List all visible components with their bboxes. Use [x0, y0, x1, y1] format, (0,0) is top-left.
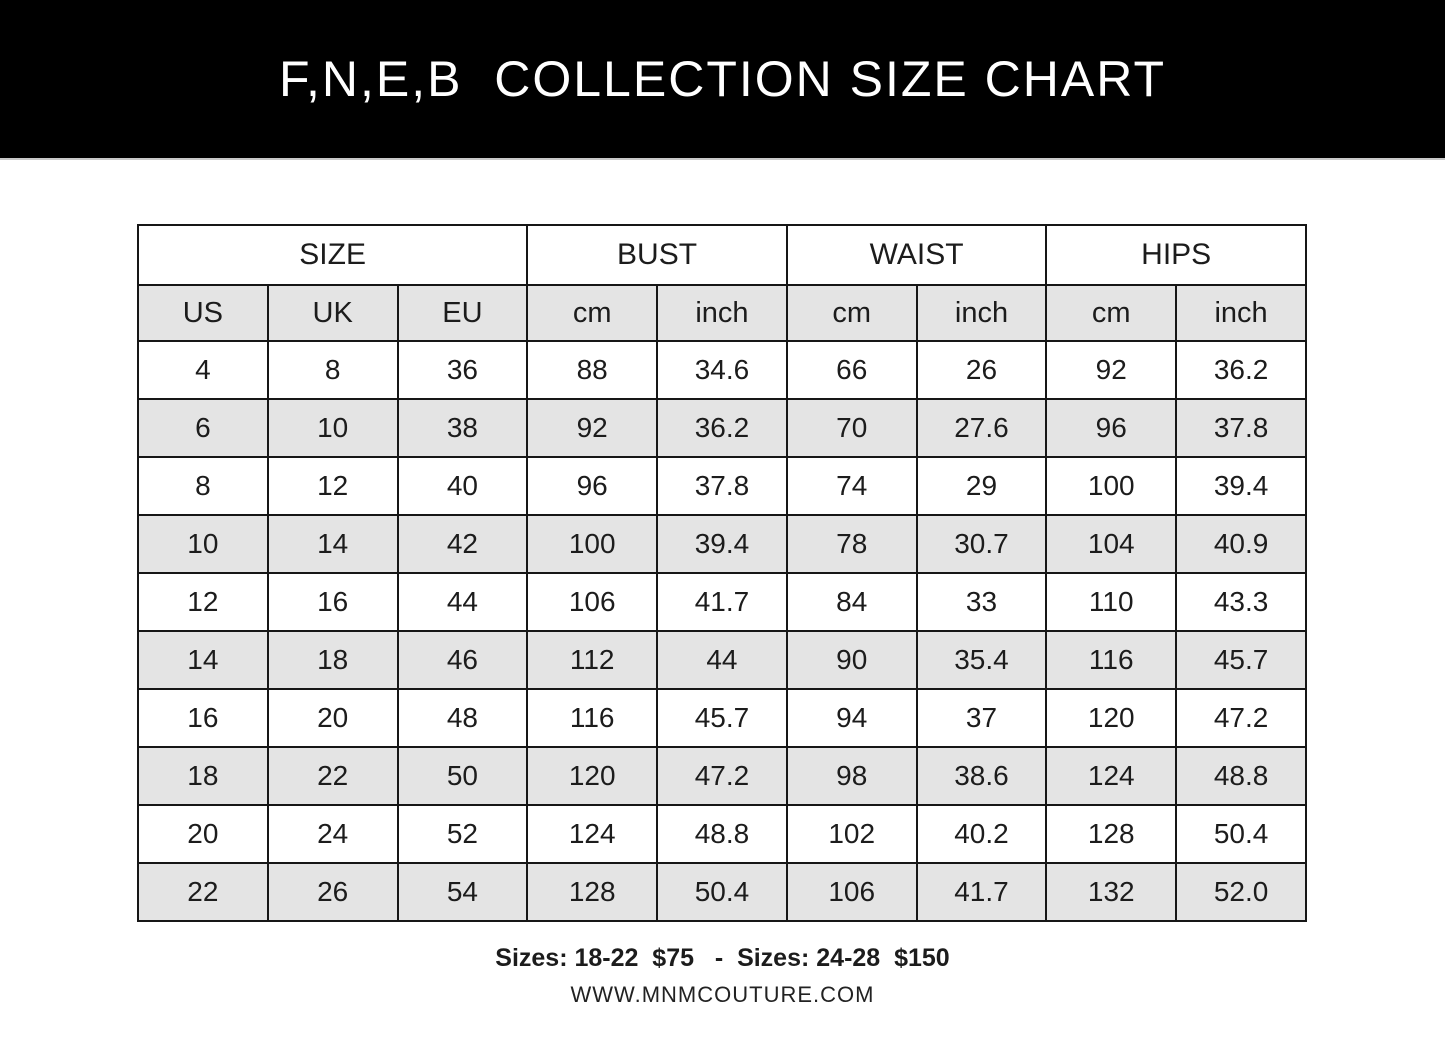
- content: [0, 224, 1445, 1008]
- table-head: [138, 225, 1306, 341]
- table-cell: 26: [268, 863, 398, 921]
- table-cell: 38.6: [917, 747, 1047, 805]
- table-cell: 66: [787, 341, 917, 399]
- table-cell: 45.7: [657, 689, 787, 747]
- table-cell: 70: [787, 399, 917, 457]
- table-cell: 34.6: [657, 341, 787, 399]
- table-cell: 110: [1046, 573, 1176, 631]
- table-cell: 74: [787, 457, 917, 515]
- table-cell: 102: [787, 805, 917, 863]
- pricing-note: Sizes: 18-22 $75 - Sizes: 24-28 $150: [495, 944, 950, 972]
- table-row: [138, 747, 1306, 805]
- column-header-cm: cm: [527, 285, 657, 341]
- table-group-row: [138, 225, 1306, 285]
- size-chart-table: [137, 224, 1307, 922]
- table-row: [138, 631, 1306, 689]
- table-cell: 20: [268, 689, 398, 747]
- table-row: [138, 689, 1306, 747]
- table-cell: 47.2: [1176, 689, 1306, 747]
- table-cell: 37.8: [657, 457, 787, 515]
- table-row: [138, 399, 1306, 457]
- table-cell: 46: [398, 631, 528, 689]
- table-row: [138, 573, 1306, 631]
- table-cell: 48: [398, 689, 528, 747]
- table-cell: 26: [917, 341, 1047, 399]
- table-cell: 33: [917, 573, 1047, 631]
- table-cell: 37: [917, 689, 1047, 747]
- table-cell: 35.4: [917, 631, 1047, 689]
- table-row: [138, 457, 1306, 515]
- page-title: F,N,E,B COLLECTION SIZE CHART: [278, 51, 1166, 107]
- table-cell: 106: [787, 863, 917, 921]
- table-cell: 24: [268, 805, 398, 863]
- table-cell: 92: [527, 399, 657, 457]
- table-body: [138, 341, 1306, 921]
- table-cell: 30.7: [917, 515, 1047, 573]
- table-cell: 132: [1046, 863, 1176, 921]
- table-cell: 52: [398, 805, 528, 863]
- table-cell: 6: [138, 399, 268, 457]
- table-cell: 39.4: [657, 515, 787, 573]
- table-cell: 47.2: [657, 747, 787, 805]
- table-cell: 94: [787, 689, 917, 747]
- table-cell: 10: [138, 515, 268, 573]
- table-cell: 43.3: [1176, 573, 1306, 631]
- table-cell: 29: [917, 457, 1047, 515]
- website-url: WWW.MNMCOUTURE.COM: [570, 982, 875, 1007]
- table-cell: 116: [1046, 631, 1176, 689]
- table-cell: 22: [138, 863, 268, 921]
- table-cell: 54: [398, 863, 528, 921]
- table-row: [138, 341, 1306, 399]
- group-header-waist: WAIST: [787, 225, 1047, 285]
- table-cell: 124: [527, 805, 657, 863]
- group-header-bust: BUST: [527, 225, 787, 285]
- table-cell: 48.8: [1176, 747, 1306, 805]
- table-cell: 112: [527, 631, 657, 689]
- table-cell: 98: [787, 747, 917, 805]
- table-cell: 104: [1046, 515, 1176, 573]
- table-cell: 78: [787, 515, 917, 573]
- table-cell: 52.0: [1176, 863, 1306, 921]
- table-cell: 39.4: [1176, 457, 1306, 515]
- table-cell: 92: [1046, 341, 1176, 399]
- table-cell: 38: [398, 399, 528, 457]
- table-cell: 40.2: [917, 805, 1047, 863]
- table-cell: 128: [527, 863, 657, 921]
- table-cell: 14: [268, 515, 398, 573]
- table-cell: 14: [138, 631, 268, 689]
- table-cell: 42: [398, 515, 528, 573]
- table-cell: 8: [138, 457, 268, 515]
- table-row: [138, 863, 1306, 921]
- table-cell: 100: [1046, 457, 1176, 515]
- table-row: [138, 805, 1306, 863]
- table-cell: 18: [268, 631, 398, 689]
- table-cell: 41.7: [657, 573, 787, 631]
- table-cell: 124: [1046, 747, 1176, 805]
- column-header-us: US: [138, 285, 268, 341]
- table-cell: 12: [138, 573, 268, 631]
- table-subheader-row: [138, 285, 1306, 341]
- column-header-inch: inch: [1176, 285, 1306, 341]
- table-cell: 40: [398, 457, 528, 515]
- table-row: [138, 515, 1306, 573]
- table-cell: 48.8: [657, 805, 787, 863]
- table-cell: 84: [787, 573, 917, 631]
- group-header-hips: HIPS: [1046, 225, 1306, 285]
- column-header-eu: EU: [398, 285, 528, 341]
- table-cell: 45.7: [1176, 631, 1306, 689]
- table-cell: 37.8: [1176, 399, 1306, 457]
- table-cell: 106: [527, 573, 657, 631]
- table-cell: 10: [268, 399, 398, 457]
- table-cell: 50.4: [657, 863, 787, 921]
- table-cell: 120: [1046, 689, 1176, 747]
- table-cell: 8: [268, 341, 398, 399]
- table-cell: 20: [138, 805, 268, 863]
- group-header-size: SIZE: [138, 225, 527, 285]
- table-cell: 128: [1046, 805, 1176, 863]
- table-cell: 36.2: [657, 399, 787, 457]
- table-cell: 27.6: [917, 399, 1047, 457]
- table-cell: 44: [398, 573, 528, 631]
- table-cell: 96: [527, 457, 657, 515]
- table-cell: 36: [398, 341, 528, 399]
- table-cell: 116: [527, 689, 657, 747]
- table-cell: 50: [398, 747, 528, 805]
- table-cell: 100: [527, 515, 657, 573]
- table-cell: 22: [268, 747, 398, 805]
- table-cell: 90: [787, 631, 917, 689]
- column-header-inch: inch: [657, 285, 787, 341]
- table-cell: 96: [1046, 399, 1176, 457]
- table-cell: 36.2: [1176, 341, 1306, 399]
- table-cell: 4: [138, 341, 268, 399]
- size-chart-table-wrap: [137, 224, 1307, 922]
- table-cell: 44: [657, 631, 787, 689]
- column-header-uk: UK: [268, 285, 398, 341]
- table-cell: 120: [527, 747, 657, 805]
- column-header-cm: cm: [787, 285, 917, 341]
- table-cell: 16: [268, 573, 398, 631]
- column-header-cm: cm: [1046, 285, 1176, 341]
- table-cell: 50.4: [1176, 805, 1306, 863]
- title-banner: [0, 0, 1445, 160]
- table-cell: 12: [268, 457, 398, 515]
- column-header-inch: inch: [917, 285, 1047, 341]
- table-cell: 16: [138, 689, 268, 747]
- table-cell: 88: [527, 341, 657, 399]
- table-cell: 41.7: [917, 863, 1047, 921]
- table-cell: 40.9: [1176, 515, 1306, 573]
- table-cell: 18: [138, 747, 268, 805]
